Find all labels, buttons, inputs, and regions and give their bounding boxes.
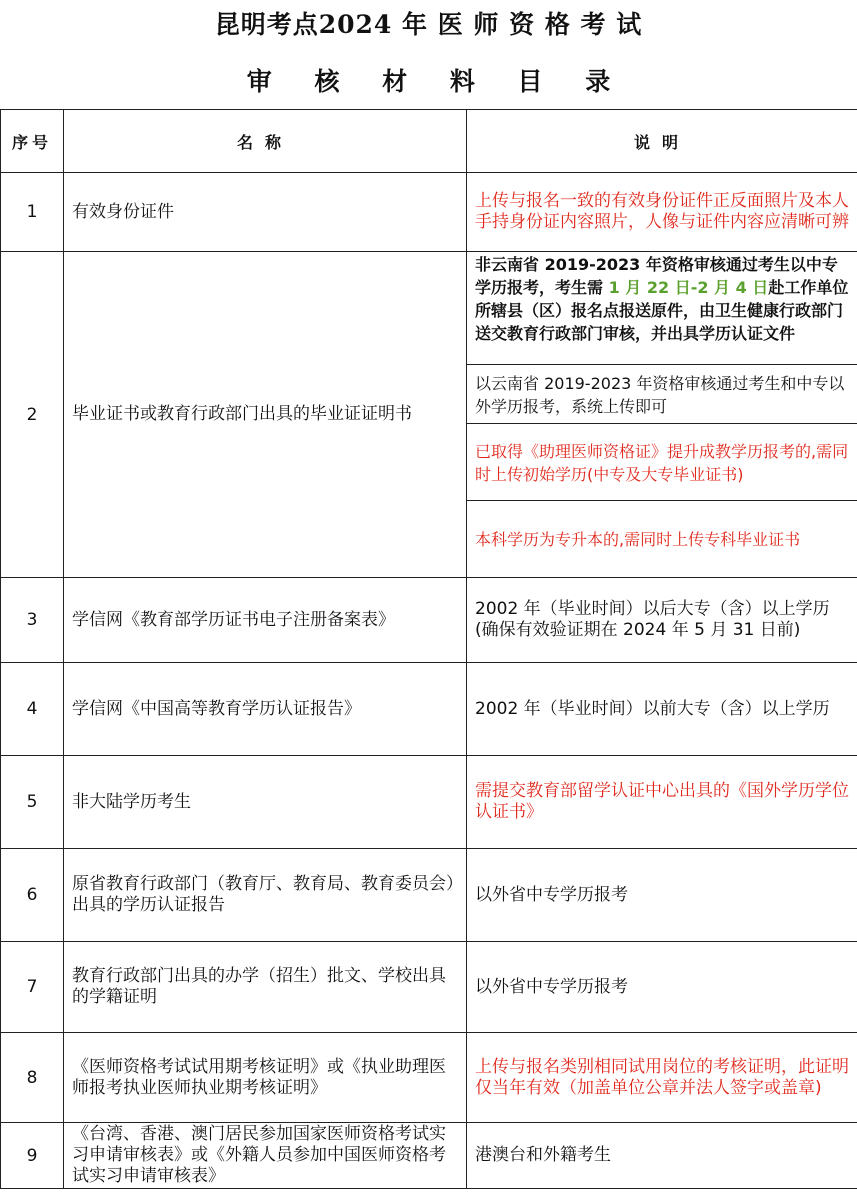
table-row: [1, 942, 857, 1033]
table-row: [1, 663, 857, 756]
date-range: 1 月 22 日-2 月 4 日: [608, 278, 769, 297]
row-desc: 以外省中专学历报考: [467, 942, 857, 1033]
table-row: [1, 578, 857, 663]
table-row: [1, 1123, 857, 1189]
table-row: [1, 173, 857, 252]
row-name: 有效身份证件: [64, 173, 467, 252]
row-desc-group: [467, 252, 857, 578]
row-name: 教育行政部门出具的办学（招生）批文、学校出具的学籍证明: [64, 942, 467, 1033]
table-row: [1, 756, 857, 849]
table-row: [1, 1033, 857, 1123]
row-desc-part: [467, 364, 857, 423]
row-index: 7: [1, 942, 64, 1033]
materials-table: [0, 109, 857, 1189]
document-title: 昆明考点2024 年 医 师 资 格 考 试: [214, 10, 643, 39]
row-index: 8: [1, 1033, 64, 1123]
row-desc: 上传与报名类别相同试用岗位的考核证明，此证明仅当年有效（加盖单位公章并法人签字或盖章): [467, 1033, 857, 1123]
row-name: 学信网《教育部学历证书电子注册备案表》: [64, 578, 467, 663]
row-index: 6: [1, 849, 64, 942]
desc-text: 已取得《助理医师资格证》提升成教学历报考的,需同时上传初始学历(中专及大专毕业证书): [475, 442, 849, 484]
row-name: 《医师资格考试试用期考核证明》或《执业助理医师报考执业医师执业期考核证明》: [64, 1033, 467, 1123]
row-name: 原省教育行政部门（教育厅、教育局、教育委员会）出具的学历认证报告: [64, 849, 467, 942]
row-desc: 需提交教育部留学认证中心出具的《国外学历学位认证书》: [467, 756, 857, 849]
row-name: 学信网《中国高等教育学历认证报告》: [64, 663, 467, 756]
table-header-row: [1, 110, 857, 173]
row-name: 毕业证书或教育行政部门出具的毕业证证明书: [64, 252, 467, 578]
row-desc-part: [467, 252, 857, 364]
header-name: 名称: [64, 110, 467, 173]
row-name: 《台湾、香港、澳门居民参加国家医师资格考试实习申请审核表》或《外籍人员参加中国医师资格考试实习申请审核表》: [64, 1123, 467, 1189]
row-desc: 2002 年（毕业时间）以前大专（含）以上学历: [467, 663, 857, 756]
row-desc-part: [467, 423, 857, 500]
row-index: 5: [1, 756, 64, 849]
row-index: 3: [1, 578, 64, 663]
desc-text: 赴工作单位所辖县（区）报名点报送原件，由卫生健康行政部门送交教育行政部门审核，并出具学历认证文件: [475, 278, 849, 343]
row-desc-part: [467, 500, 857, 575]
row-index: 4: [1, 663, 64, 756]
desc-text: 非云南省 2019-2023 年资格审核通过考生以中专学历报考，考生需: [475, 255, 838, 297]
row-desc: 港澳台和外籍考生: [467, 1123, 857, 1189]
row-index: 1: [1, 173, 64, 252]
row-desc: 2002 年（毕业时间）以后大专（含）以上学历(确保有效验证期在 2024 年 5 月 31 日前): [467, 578, 857, 663]
header-index: 序号: [1, 110, 64, 173]
row-name: 非大陆学历考生: [64, 756, 467, 849]
document-subtitle: 审 核 材 料 目 录: [246, 67, 611, 96]
row-desc: 上传与报名一致的有效身份证件正反面照片及本人手持身份证内容照片，人像与证件内容应清晰可辨: [467, 173, 857, 252]
row-index: 2: [1, 252, 64, 578]
desc-text: 本科学历为专升本的,需同时上传专科毕业证书: [475, 529, 801, 549]
table-row: [1, 849, 857, 942]
header-desc: 说明: [467, 110, 857, 173]
desc-text: 以云南省 2019-2023 年资格审核通过考生和中专以外学历报考，系统上传即可: [475, 374, 845, 416]
row-index: 9: [1, 1123, 64, 1189]
row-desc: 以外省中专学历报考: [467, 849, 857, 942]
table-row: [1, 252, 857, 578]
